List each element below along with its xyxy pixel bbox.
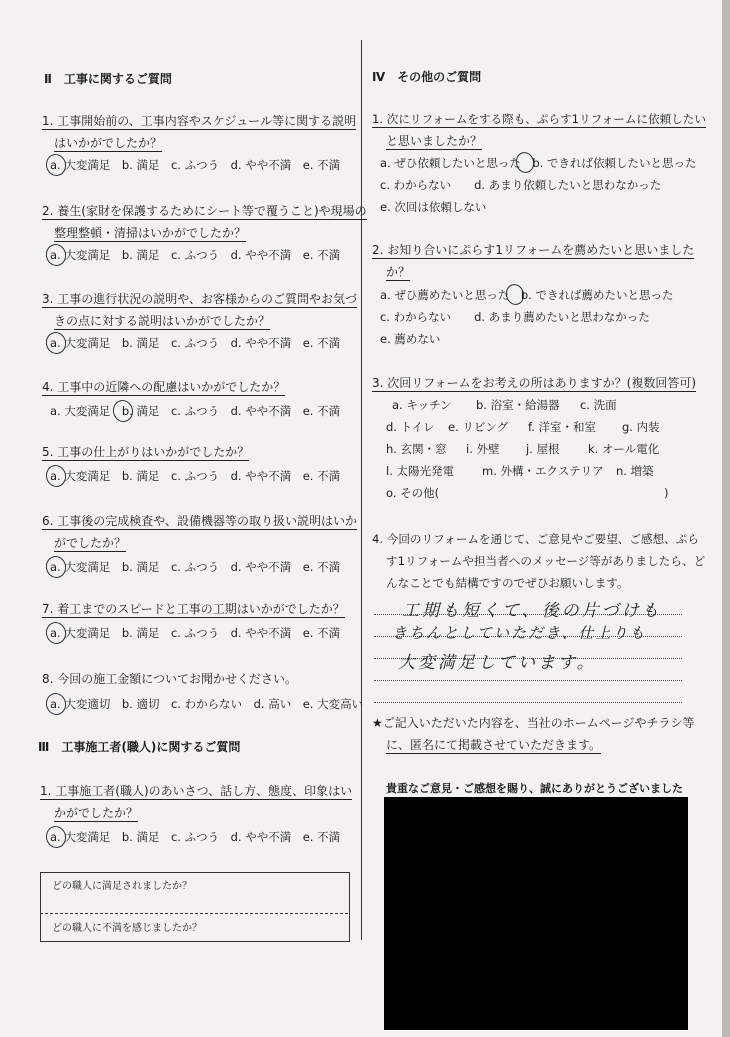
answer-circle-2-4 <box>110 398 135 424</box>
options-4-1-row1: a. ぜひ依頼したいと思った b. できれば依頼したいと思った <box>380 156 697 170</box>
options-2-4: a. 大変満足 b. 満足 c. ふつう d. やや不満 e. 不満 <box>50 404 341 418</box>
options-2-3: a. 大変満足 b. 満足 c. ふつう d. やや不満 e. 不満 <box>50 336 341 350</box>
write-line-5 <box>374 702 682 703</box>
feedback-box-divider <box>40 913 348 914</box>
answer-circle-2-7 <box>43 620 68 646</box>
options-4-1-row2: c. わからない d. あまり依頼したいと思わなかった <box>380 178 662 192</box>
options-2-1: a. 大変満足 b. 満足 c. ふつう d. やや不満 e. 不満 <box>50 158 341 172</box>
question-2-6: 6. 工事後の完成検査や、設備機器等の取り扱い説明はいか <box>42 514 358 528</box>
place-bath: b. 浴室・給湯器 <box>476 398 560 412</box>
answer-circle-2-3 <box>43 330 68 356</box>
redacted-area <box>384 797 688 1030</box>
answer-circle-2-1 <box>43 152 68 178</box>
question-2-2: 2. 養生(家財を保護するためにシート等で覆うこと)や現場の <box>42 204 367 218</box>
place-kitchen: a. キッチン <box>392 398 452 412</box>
section-2-title: Ⅱ 工事に関するご質問 <box>44 72 172 86</box>
question-4-3: 3. 次回リフォームをお考えの所はありますか？(複数回答可) <box>372 376 697 390</box>
question-2-8: 8. 今回の施工金額についてお聞かせください。 <box>42 672 298 686</box>
options-4-2-row2: c. わからない d. あまり薦めたいと思わなかった <box>380 310 650 324</box>
options-2-5: a. 大変満足 b. 満足 c. ふつう d. やや不満 e. 不満 <box>50 469 341 483</box>
answer-circle-2-8 <box>43 691 68 717</box>
options-2-2: a. 大変満足 b. 満足 c. ふつう d. やや不満 e. 不満 <box>50 248 341 262</box>
place-rooms: f. 洋室・和室 <box>528 420 597 434</box>
question-2-5: 5. 工事の仕上がりはいかがでしたか？ <box>42 445 250 459</box>
question-2-7: 7. 着工までのスピードと工事の工期はいかがでしたか？ <box>42 602 345 616</box>
place-other: o. その他( <box>386 486 440 500</box>
handwritten-comment-3: 大変満足しています。 <box>398 653 597 673</box>
section-4-title: Ⅳ その他のご質問 <box>372 70 482 84</box>
question-3-1: 1. 工事施工者(職人)のあいさつ、話し方、態度、印象はい <box>40 784 353 798</box>
question-2-4: 4. 工事中の近隣への配慮はいかがでしたか？ <box>42 380 286 394</box>
column-divider <box>361 40 362 940</box>
thanks-message: 貴重なご意見・ご感想を賜り、誠にありがとうございました <box>386 782 683 795</box>
place-roof: j. 屋根 <box>526 442 560 456</box>
question-4-4: 4. 今回のリフォームを通じて、ご意見やご要望、ご感想、ぷら <box>372 532 699 546</box>
answer-circle-2-6 <box>43 554 68 580</box>
answer-circle-3-1 <box>43 824 68 850</box>
question-2-6-cont: がでしたか？ <box>54 536 127 550</box>
box-unsatisfied-label: どの職人に不満を感じましたか？ <box>52 923 202 934</box>
question-2-2-cont: 整理整頓・清掃はいかがでしたか？ <box>54 226 247 240</box>
answer-circle-2-2 <box>43 242 68 268</box>
answer-circle-4-2 <box>504 282 527 307</box>
handwritten-comment-1: 工期も短くて、後の片づけも <box>402 601 662 621</box>
place-exterior: m. 外構・エクステリア <box>482 464 604 478</box>
place-exterior-wall: i. 外壁 <box>466 442 500 456</box>
section-3-title: Ⅲ 工事施工者(職人)に関するご質問 <box>38 740 241 754</box>
place-all-electric: k. オール電化 <box>588 442 660 456</box>
question-4-4-cont2: んなことでも結構ですのでぜひお願いします。 <box>386 576 629 590</box>
question-2-3: 3. 工事の進行状況の説明や、お客様からのご質問やお気づ <box>42 292 358 306</box>
answer-circle-4-1 <box>514 150 537 175</box>
options-4-2-row3: e. 薦めない <box>380 332 441 346</box>
options-2-6: a. 大変満足 b. 満足 c. ふつう d. やや不満 e. 不満 <box>50 560 341 574</box>
options-4-2-row1: a. ぜひ薦めたいと思った b. できれば薦めたいと思った <box>380 288 674 302</box>
place-washroom: c. 洗面 <box>580 398 617 412</box>
question-2-3-cont: きの点に対する説明はいかがでしたか？ <box>54 314 271 328</box>
write-line-4 <box>374 680 682 681</box>
question-3-1-cont: かがでしたか？ <box>54 806 139 820</box>
options-4-1-row3: e. 次回は依頼しない <box>380 200 487 214</box>
publication-notice: ★ご記入いただいた内容を、当社のホームページやチラシ等 <box>372 716 695 730</box>
place-toilet: d. トイレ <box>386 420 435 434</box>
question-4-2: 2. お知り合いにぷらす1リフォームを薦めたいと思いました <box>372 243 695 257</box>
place-interior: g. 内装 <box>622 420 660 434</box>
place-solar: l. 太陽光発電 <box>386 464 455 478</box>
question-4-1-cont: と思いましたか？ <box>386 134 483 148</box>
question-2-1: 1. 工事開始前の、工事内容やスケジュール等に関する説明 <box>42 114 357 128</box>
options-2-7: a. 大変満足 b. 満足 c. ふつう d. やや不満 e. 不満 <box>50 626 341 640</box>
options-2-8: a. 大変適切 b. 適切 c. わからない d. 高い e. 大変高い <box>50 697 364 711</box>
place-extension: n. 増築 <box>616 464 654 478</box>
question-2-1-cont: はいかがでしたか？ <box>54 136 163 150</box>
options-3-1: a. 大変満足 b. 満足 c. ふつう d. やや不満 e. 不満 <box>50 830 341 844</box>
background-edge <box>722 0 730 1037</box>
answer-circle-2-5 <box>43 463 68 489</box>
question-4-1: 1. 次にリフォームをする際も、ぷらす1リフォームに依頼したい <box>372 112 706 126</box>
place-other-close: ) <box>664 486 669 500</box>
question-4-4-cont: す1リフォームや担当者へのメッセージ等がありましたら、ど <box>386 554 706 568</box>
place-living: e. リビング <box>448 420 509 434</box>
place-entrance: h. 玄関・窓 <box>386 442 447 456</box>
question-4-2-cont: か？ <box>386 265 411 279</box>
box-satisfied-label: どの職人に満足されましたか？ <box>52 881 192 892</box>
publication-notice-cont: に、匿名にて掲載させていただきます。 <box>386 738 602 752</box>
handwritten-comment-2: きちんとしていただき、仕上りも <box>392 624 647 642</box>
